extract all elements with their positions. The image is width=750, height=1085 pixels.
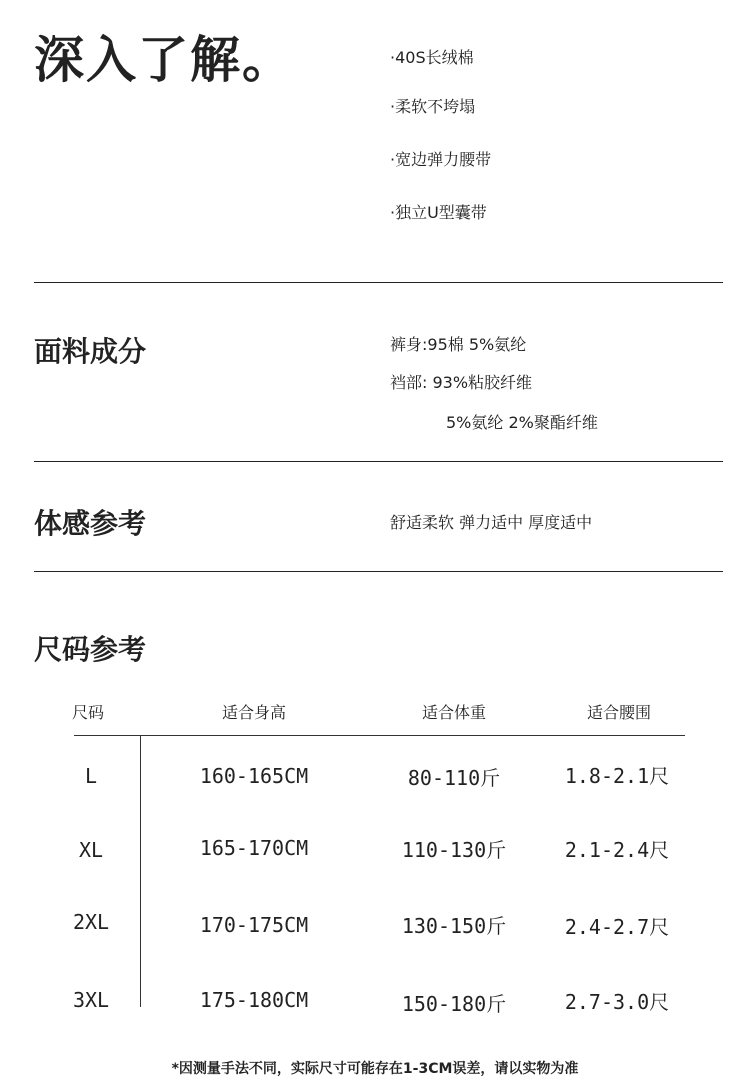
header-waist: 适合腰围 — [586, 703, 652, 722]
height-cell: 165-170CM — [199, 836, 309, 860]
page-title: 深入了解。 — [34, 31, 294, 89]
size-cell: XL — [78, 838, 104, 862]
feature-item: ·40S长绒棉 — [390, 48, 474, 67]
table-column-rule — [140, 736, 141, 1007]
measurement-note: *因测量手法不同，实际尺寸可能存在1-3CM误差，请以实物为准 — [171, 1061, 579, 1077]
waist-cell: 2.4-2.7尺 — [564, 915, 670, 939]
weight-cell: 130-150斤 — [401, 914, 507, 938]
feel-title: 体感参考 — [34, 507, 147, 540]
height-cell: 175-180CM — [199, 988, 309, 1012]
weight-cell: 150-180斤 — [401, 992, 507, 1016]
weight-cell: 110-130斤 — [401, 838, 507, 862]
size-cell: 3XL — [72, 988, 110, 1012]
header-height: 适合身高 — [221, 703, 287, 722]
feature-item: ·宽边弹力腰带 — [390, 150, 492, 169]
waist-cell: 2.1-2.4尺 — [564, 838, 670, 862]
header-weight: 适合体重 — [421, 703, 487, 722]
divider — [34, 461, 723, 462]
size-title: 尺码参考 — [34, 633, 147, 666]
size-cell: 2XL — [72, 910, 110, 934]
waist-cell: 1.8-2.1尺 — [564, 764, 670, 788]
divider — [34, 571, 723, 572]
table-header-rule — [74, 735, 685, 736]
weight-cell: 80-110斤 — [407, 766, 501, 790]
feel-text: 舒适柔软 弹力适中 厚度适中 — [390, 513, 593, 532]
feature-item: ·柔软不垮塌 — [390, 97, 476, 116]
height-cell: 170-175CM — [199, 913, 309, 937]
divider — [34, 282, 723, 283]
size-cell: L — [84, 764, 98, 788]
header-size: 尺码 — [71, 703, 105, 722]
fabric-line: 5%氨纶 2%聚酯纤维 — [446, 413, 598, 432]
waist-cell: 2.7-3.0尺 — [564, 990, 670, 1014]
feature-item: ·独立U型囊带 — [390, 203, 487, 222]
height-cell: 160-165CM — [199, 764, 309, 788]
fabric-line: 裤身:95棉 5%氨纶 — [390, 335, 527, 354]
fabric-line: 裆部: 93%粘胶纤维 — [390, 373, 533, 392]
fabric-title: 面料成分 — [34, 335, 147, 368]
